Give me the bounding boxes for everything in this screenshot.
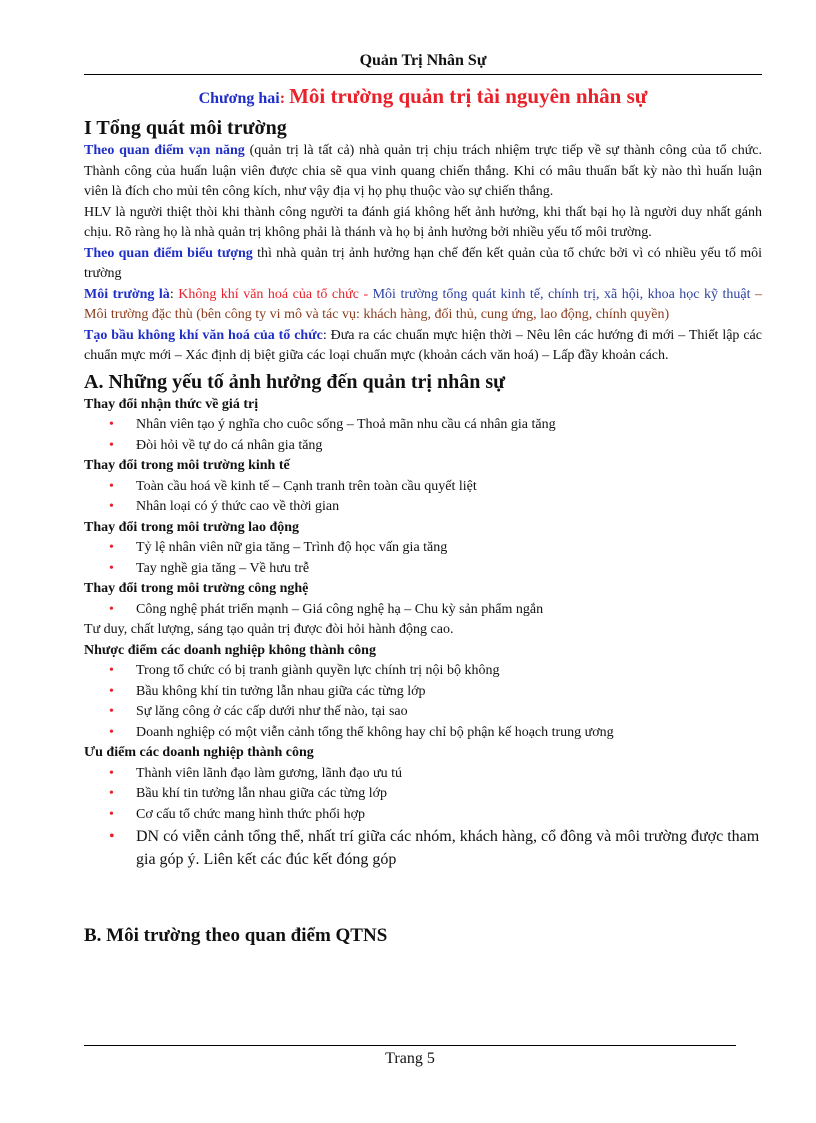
paragraph-symbolic-view-text: thì nhà quản trị ảnh hưởng hạn chế đến kết quản của tổ chức bởi vì có nhiều yếu tố môi trường [84, 245, 762, 281]
list-item: • Công nghệ phát triển mạnh – Giá công nghệ hạ – Chu kỳ sản phẩm ngắn [84, 600, 762, 621]
paragraph-culture-creation [84, 326, 762, 367]
list-item: • Thành viên lãnh đạo làm gương, lãnh đạo ưu tú [84, 764, 762, 785]
list-item: • Trong tổ chức có bị tranh giành quyền lực chính trị nội bộ không [84, 661, 762, 682]
bullet-list [84, 538, 762, 579]
group-title: Thay đổi trong môi trường công nghệ [84, 581, 309, 596]
group-title: Thay đổi trong môi trường kinh tế [84, 458, 290, 473]
bullet-list [84, 600, 762, 621]
list-item: • Tỷ lệ nhân viên nữ gia tăng – Trình độ học vấn gia tăng [84, 538, 762, 559]
list-item: • Bầu không khí tin tưởng lẫn nhau giữa các từng lớp [84, 682, 762, 703]
page-number: Trang 5 [385, 1050, 435, 1067]
environment-specific: – Môi trường đặc thù (bên công ty vi mô và tác vụ: khách hàng, đối thủ, cung ứng, lao động, chính quyền) [84, 286, 763, 322]
term-culture-creation: Tạo bầu không khí văn hoá của tổ chức [84, 327, 323, 343]
bullet-list [84, 477, 762, 518]
section-b-heading: B. Môi trường theo quan điểm QTNS [84, 925, 388, 946]
chapter-colon: : [279, 90, 286, 107]
section-a-heading: A. Những yếu tố ảnh hưởng đến quản trị nhân sự [84, 370, 506, 393]
list-item: • Sự lăng công ở các cấp dưới như thế nào, tại sao [84, 702, 762, 723]
weakness-list [84, 661, 762, 743]
chapter-title [84, 80, 762, 115]
page-content [84, 80, 762, 949]
page-header-title: Quản Trị Nhân Sự [359, 52, 487, 69]
term-symbolic-view: Theo quan điểm biểu tượng [84, 245, 253, 261]
term-universal-view: Theo quan điểm vạn năng [84, 143, 245, 158]
strength-list [84, 764, 762, 872]
paragraph-coach: HLV là người thiệt thòi khi thành công người ta đánh giá không hết ảnh hưởng, khi thất bại họ là người duy nhất gánh chịu. Rõ ràng họ là nhà quản trị không phải là thánh và họ bị ảnh hưởng bởi nhiều yếu tố môi trường. [84, 204, 762, 240]
environment-colon: : [169, 286, 179, 302]
spacer [84, 871, 762, 923]
list-item: • Nhân loại có ý thức cao về thời gian [84, 497, 762, 518]
list-item: • Toàn cầu hoá về kinh tế – Cạnh tranh trên toàn cầu quyết liệt [84, 477, 762, 498]
paragraph-culture-creation-text: : Đưa ra các chuẩn mực hiện thời – Nêu lên các hướng đi mới – Thiết lập các chuẩn mực mới – Xác định dị biệt giữa các loại chuẩn mực (khoản cách văn hoá) – Lấp đầy khoản cách. [84, 327, 762, 363]
footer-rule [84, 1045, 736, 1046]
weakness-title: Nhược điểm các doanh nghiệp không thành công [84, 642, 376, 658]
paragraph-environment [84, 285, 762, 326]
list-item: • Doanh nghiệp có một viễn cảnh tổng thể không hay chỉ bộ phận kế hoạch trung ương [84, 723, 762, 744]
header-rule [84, 74, 762, 75]
section-1-heading: I Tổng quát môi trường [84, 117, 287, 139]
group-title: Thay đổi nhận thức về giá trị [84, 396, 259, 412]
list-item: • Cơ cấu tổ chức mang hình thức phối hợp [84, 805, 762, 826]
bullet-list [84, 415, 762, 456]
paragraph-universal-view [84, 141, 762, 203]
strength-title: Ưu điểm các doanh nghiệp thành công [84, 745, 314, 760]
environment-culture: Không khí văn hoá của tổ chức - [178, 286, 373, 302]
term-environment: Môi trường là [84, 286, 170, 302]
chapter-label: Chương hai [198, 90, 280, 107]
list-item: • DN có viễn cảnh tổng thể, nhất trí giữa các nhóm, khách hàng, cổ đông và môi trường được tham gia góp ý. Liên kết các đúc kết đóng góp [84, 825, 762, 871]
list-item: • Bầu khí tin tưởng lẫn nhau giữa các từng lớp [84, 784, 762, 805]
paragraph-universal-view-text: (quản trị là tất cả) nhà quản trị chịu trách nhiệm trực tiếp về sự thành công của tổ chức. Thành công của huấn luận viên được chia sẽ qua vinh quang chiến thắng. Khi có mâu thuẩn bất kỳ nào thì huấn luận viên là đích cho mủi tên công kích, như vậy địa vị họ phụ thuộc vào sự chiến thắng. [84, 143, 762, 199]
list-item: • Tay nghề gia tăng – Về hưu trễ [84, 559, 762, 580]
chapter-main-title: Môi trường quản trị tài nguyên nhân sự [289, 84, 648, 108]
list-item: • Nhân viên tạo ý nghĩa cho cuôc sống – Thoả mãn nhu cầu cá nhân gia tăng [84, 415, 762, 436]
environment-general: Môi trường tổng quát kinh tế, chính trị, xã hội, khoa học kỹ thuật [372, 286, 751, 302]
list-item: • Đòi hỏi về tự do cá nhân gia tăng [84, 436, 762, 457]
group-title: Thay đổi trong môi trường lao động [84, 519, 300, 535]
note-line: Tư duy, chất lượng, sáng tạo quản trị được đòi hỏi hành động cao. [84, 622, 454, 637]
paragraph-symbolic-view [84, 244, 762, 285]
